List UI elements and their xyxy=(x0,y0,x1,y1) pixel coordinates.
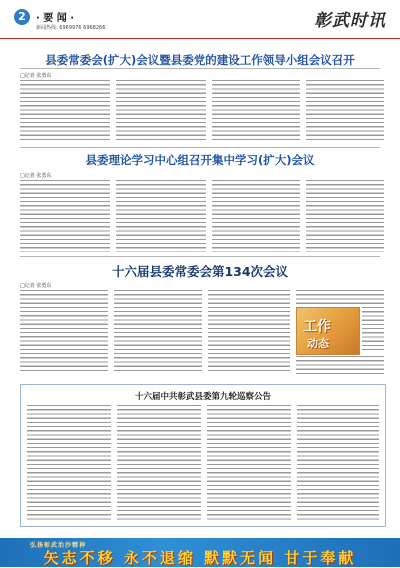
slogan-banner xyxy=(0,538,400,567)
article-1-column-2 xyxy=(116,80,206,142)
byline-article-1: □记者 张勇东 xyxy=(20,73,52,79)
masthead xyxy=(0,0,400,39)
divider xyxy=(20,256,380,257)
byline-article-2: □记者 张勇东 xyxy=(20,173,52,179)
article-2-column-1 xyxy=(20,180,110,252)
article-2-column-3 xyxy=(212,180,300,252)
page-number-badge: 2 xyxy=(14,9,30,25)
article-3-column-1 xyxy=(20,290,108,374)
paper-name-logo: 彰武时讯 xyxy=(314,11,386,31)
banner-small-text: 弘扬彰武治沙精神 xyxy=(30,542,87,549)
article-2-column-4 xyxy=(306,180,384,252)
notice-title: 十六届中共彰武县委第九轮巡察公告 xyxy=(134,392,271,402)
headline-article-2: 县委理论学习中心组召开集中学习(扩大)会议 xyxy=(85,153,315,167)
divider xyxy=(20,68,380,69)
photo-caption-line-2: 动态 xyxy=(307,337,329,350)
headline-article-3: 十六届县委常委会第134次会议 xyxy=(111,264,289,279)
article-3-column-3 xyxy=(208,290,290,374)
notice-column-4 xyxy=(297,405,379,521)
inspection-notice-box xyxy=(20,384,386,527)
notice-column-3 xyxy=(207,405,291,521)
article-1-column-4 xyxy=(306,80,384,142)
article-2-column-2 xyxy=(116,180,206,252)
photo-caption-line-1: 工作 xyxy=(303,319,331,335)
banner-slogan: 矢志不移 永不退缩 默默无闻 甘于奉献 xyxy=(43,549,357,567)
dateline: 新闻热线: 6969976 6968266 xyxy=(36,25,106,31)
article-3-column-4-side xyxy=(362,307,384,353)
notice-column-1 xyxy=(27,405,111,521)
headline-article-1: 县委常委会(扩大)会议暨县委党的建设工作领导小组会议召开 xyxy=(45,53,355,67)
article-1-column-1 xyxy=(20,80,110,142)
byline-article-3: □记者 张勇东 xyxy=(20,283,52,289)
article-3-column-2 xyxy=(114,290,202,374)
article-3-column-4-bottom xyxy=(296,356,384,374)
article-1-column-3 xyxy=(212,80,300,142)
section-title: · 要 闻 · xyxy=(36,13,75,24)
work-news-photo xyxy=(296,307,360,355)
notice-column-2 xyxy=(117,405,201,521)
divider xyxy=(20,147,380,148)
article-3-column-4-top xyxy=(296,290,384,304)
